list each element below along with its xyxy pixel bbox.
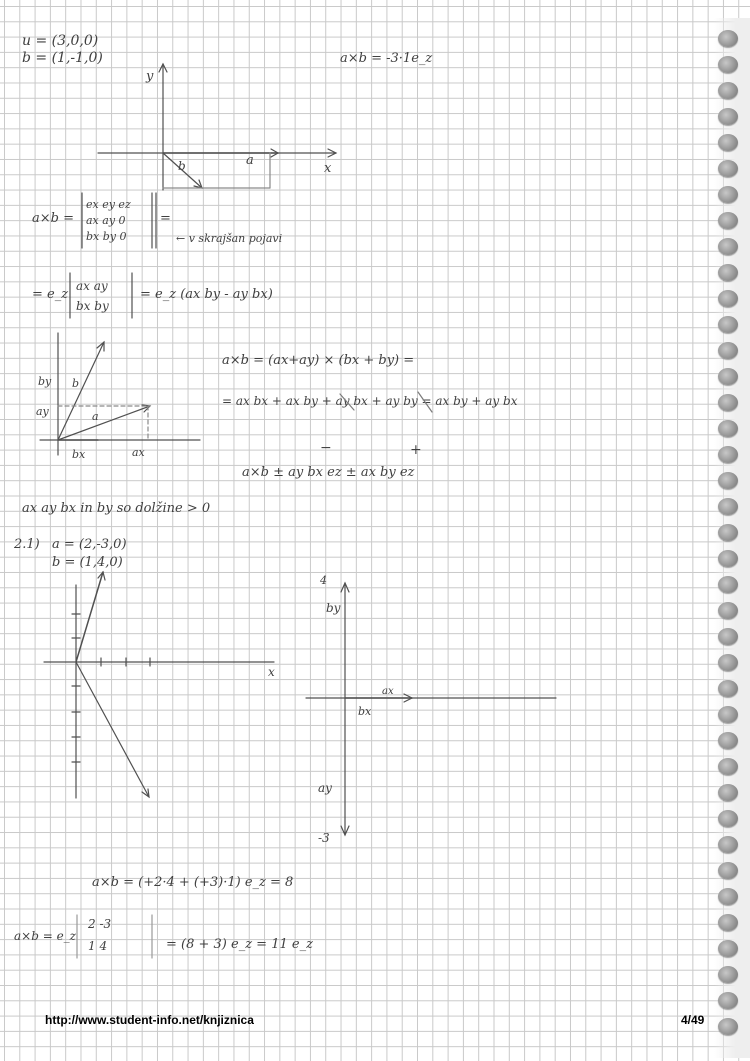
binding-hole <box>718 836 738 853</box>
sign-minus: − <box>320 440 332 456</box>
binding-hole <box>718 446 738 463</box>
graph4-by: by <box>326 601 341 615</box>
graph4-ax: ax <box>382 686 394 697</box>
det-note: ← v skrajšan pojavi <box>176 232 283 245</box>
det-row-2: ax ay 0 <box>86 214 126 227</box>
binding-hole <box>718 238 738 255</box>
footer-page-number: 4/49 <box>681 1013 705 1027</box>
graph-4 <box>306 574 556 845</box>
binding-hole <box>718 108 738 125</box>
binding-hole <box>718 862 738 879</box>
note-cross-result: a×b = -3·1e_z <box>340 51 433 66</box>
note-u-vector: u = (3,0,0) <box>22 33 99 49</box>
binding-hole <box>718 784 738 801</box>
det2-row-1: ax ay <box>76 279 108 293</box>
graph2-ay: ay <box>36 405 49 418</box>
graph2-a: a <box>92 410 99 423</box>
graph2-ax: ax <box>132 446 145 459</box>
note-b-vector: b = (1,-1,0) <box>22 50 103 66</box>
calc-line-1: a×b = (+2·4 + (+3)·1) e_z = 8 <box>92 875 294 890</box>
det2-row-2: bx by <box>76 299 109 313</box>
calc2-lhs: a×b = e_z <box>14 929 76 943</box>
binding-hole <box>718 576 738 593</box>
binding-hole <box>718 420 738 437</box>
graph4-bx: bx <box>358 705 372 718</box>
expand-line-2: = ax bx + ax by + ay bx + ay by = ax by + ay bx <box>222 394 518 408</box>
binding-hole <box>718 82 738 99</box>
binding-hole <box>718 56 738 73</box>
binding-hole <box>718 134 738 151</box>
binding-hole <box>718 290 738 307</box>
graph4-minus3: -3 <box>318 831 330 845</box>
det-eq: = <box>160 211 171 226</box>
graph4-ay: ay <box>318 781 332 795</box>
binding-hole <box>718 186 738 203</box>
binding-hole <box>718 732 738 749</box>
det2-lhs: = e_z <box>32 287 69 302</box>
binding-hole <box>718 472 738 489</box>
determinant-3x3 <box>32 193 282 248</box>
binding-hole <box>718 914 738 931</box>
binding-hole <box>718 212 738 229</box>
calc2-row-2: 1 4 <box>88 939 108 953</box>
graph4-four: 4 <box>320 574 327 587</box>
graph1-a-label: a <box>246 153 254 168</box>
binding-hole <box>718 394 738 411</box>
binding-hole <box>718 654 738 671</box>
graph3-x-label: x <box>268 665 275 679</box>
calc2-rhs: = (8 + 3) e_z = 11 e_z <box>166 937 313 952</box>
binding-hole <box>718 342 738 359</box>
binding-hole <box>718 30 738 47</box>
det-row-3: bx by 0 <box>86 230 127 243</box>
footer-url-link[interactable]: http://www.student-info.net/knjiznica <box>45 1013 254 1027</box>
graph-2 <box>36 333 200 461</box>
graph2-bx: bx <box>72 448 86 461</box>
binding-hole <box>718 758 738 775</box>
exercise-b: b = (1,4,0) <box>52 555 123 570</box>
expand-line-3: a×b ± ay bx ez ± ax by ez <box>242 465 415 480</box>
binding-hole <box>718 160 738 177</box>
binding-hole <box>718 706 738 723</box>
calc-determinant <box>14 915 313 958</box>
binding-hole <box>718 524 738 541</box>
binding-hole <box>718 810 738 827</box>
det-lhs: a×b = <box>32 211 74 226</box>
det-row-1: ex ey ez <box>86 198 131 211</box>
det2-rhs: = e_z (ax by - ay bx) <box>140 287 273 302</box>
binding-hole <box>718 316 738 333</box>
sign-plus: + <box>410 442 422 458</box>
binding-hole <box>718 368 738 385</box>
binding-hole <box>718 602 738 619</box>
binding-hole <box>718 966 738 983</box>
exercise-a: a = (2,-3,0) <box>52 537 127 552</box>
graph-3 <box>44 572 275 798</box>
binding-hole <box>718 498 738 515</box>
graph1-b-label: b <box>178 159 186 173</box>
graph-1 <box>98 64 336 190</box>
binding-hole <box>718 940 738 957</box>
determinant-2x2 <box>32 273 273 318</box>
binding-hole <box>718 264 738 281</box>
condition-text: ax ay bx in by so dolžine > 0 <box>22 501 211 516</box>
page-footer <box>0 1013 750 1031</box>
graph2-by: by <box>38 375 52 388</box>
binding-hole <box>718 888 738 905</box>
graph1-y-label: y <box>146 69 154 84</box>
binding-hole <box>718 628 738 645</box>
binding-hole <box>718 992 738 1009</box>
graph1-x-label: x <box>324 161 332 176</box>
exercise-number: 2.1) <box>14 537 40 552</box>
binding-hole <box>718 550 738 567</box>
spiral-binding <box>714 18 750 1058</box>
binding-hole <box>718 680 738 697</box>
expand-line-1: a×b = (ax+ay) × (bx + by) = <box>222 353 415 368</box>
graph2-b: b <box>72 377 80 390</box>
calc2-row-1: 2 -3 <box>88 917 112 931</box>
